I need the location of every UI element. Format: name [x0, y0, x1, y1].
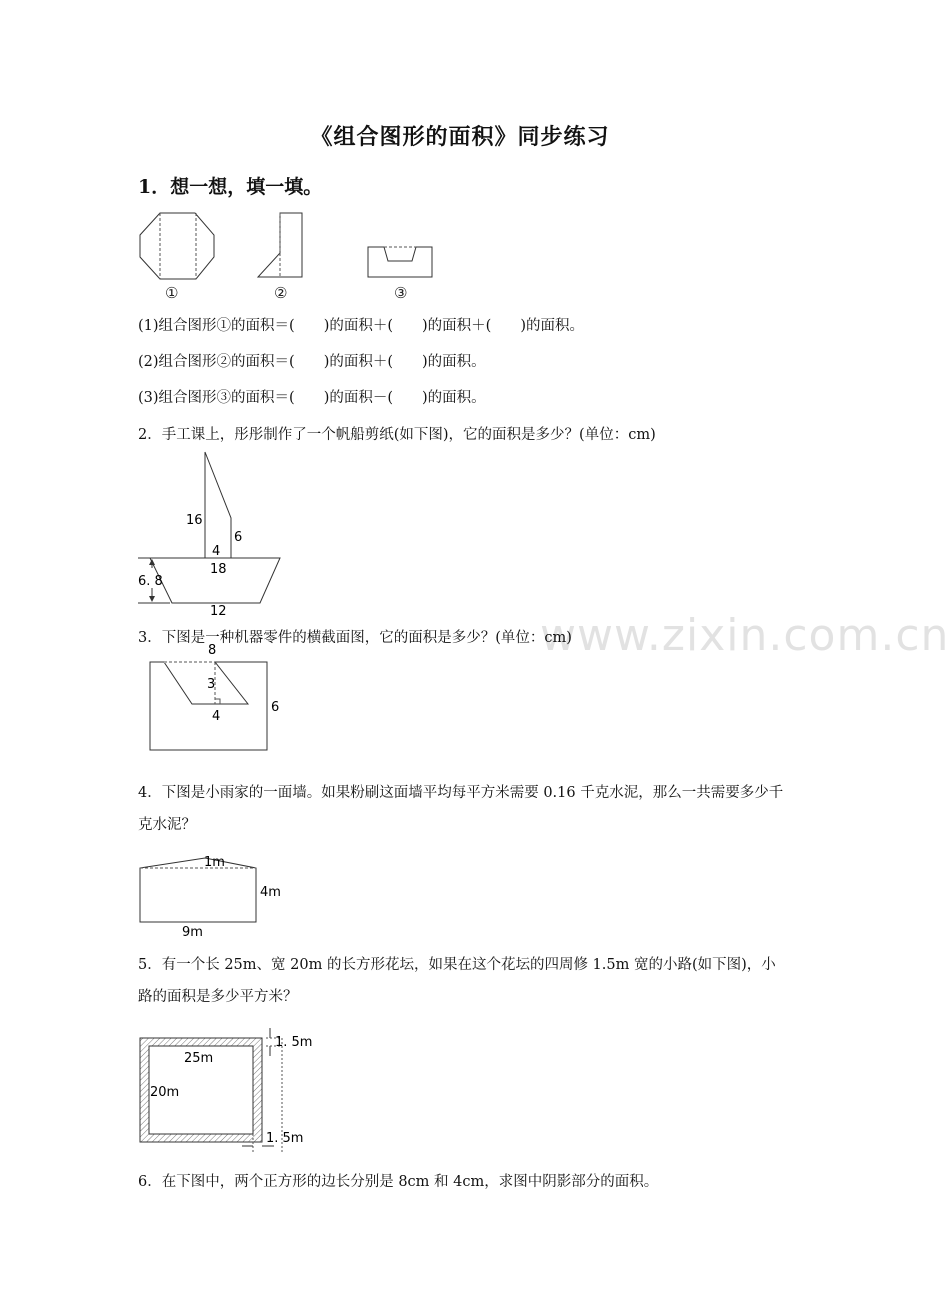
q1-line-3: (3)组合图形③的面积＝( )的面积－( )的面积。	[138, 390, 486, 406]
q5-label-20m: 20m	[150, 1085, 180, 1100]
q2-label-4: 4	[212, 544, 221, 559]
q2-label-6: 6	[234, 530, 243, 545]
q3-label-6: 6	[271, 700, 280, 715]
q2-label-16: 16	[186, 513, 203, 528]
q5-label-top: 1. 5m	[275, 1035, 313, 1050]
q1-figures	[130, 205, 450, 305]
q4-text: 4．下图是小雨家的一面墙。如果粉刷这面墙平均每平方米需要 0.16 千克水泥，那么一共需要多少千克水泥？	[138, 785, 784, 833]
q3-label-4: 4	[212, 709, 221, 724]
q1-line-2: (2)组合图形②的面积＝( )的面积＋( )的面积。	[138, 354, 486, 370]
q6-text: 6．在下图中，两个正方形的边长分别是 8cm 和 4cm，求图中阴影部分的面积。	[138, 1174, 659, 1190]
q2-figure	[130, 448, 300, 618]
q2-label-6-8: 6. 8	[138, 574, 163, 589]
q5-label-25m: 25m	[184, 1051, 214, 1066]
q4-label-4m: 4m	[260, 885, 281, 900]
page-title: 《组合图形的面积》同步练习	[310, 124, 610, 150]
q1-label-3: ③	[394, 284, 408, 302]
watermark: www.zixin.com.cn	[540, 610, 949, 661]
q1-line-1: (1)组合图形①的面积＝( )的面积＋( )的面积＋( )的面积。	[138, 318, 584, 334]
q2-sail	[205, 452, 231, 558]
q3-text: 3．下图是一种机器零件的横截面图，它的面积是多少？(单位：cm)	[138, 630, 572, 646]
q1-label-2: ②	[274, 284, 288, 302]
q1-heading: 1．想一想，填一填。	[138, 176, 323, 198]
q1-label-1: ①	[165, 284, 179, 302]
q4-label-1m: 1m	[204, 855, 225, 870]
q4-label-9m: 9m	[182, 925, 203, 940]
q3-label-8: 8	[208, 643, 217, 658]
q5-text: 5．有一个长 25m、宽 20m 的长方形花坛，如果在这个花坛的四周修 1.5m 宽的小路(如下图)，小路的面积是多少平方米？	[138, 957, 776, 1005]
q4-figure	[132, 852, 292, 938]
q3-figure	[140, 643, 300, 770]
q5-label-side: 1. 5m	[266, 1131, 304, 1146]
q1-figure-1	[140, 213, 214, 279]
q2-label-18: 18	[210, 562, 227, 577]
q3-parallelogram	[164, 662, 248, 704]
q2-label-12: 12	[210, 604, 227, 619]
q3-label-3: 3	[207, 677, 216, 692]
q2-text: 2．手工课上，彤彤制作了一个帆船剪纸(如下图)，它的面积是多少？(单位：cm)	[138, 427, 656, 443]
q5-figure	[132, 1026, 332, 1156]
q1-figure-3	[368, 247, 432, 277]
